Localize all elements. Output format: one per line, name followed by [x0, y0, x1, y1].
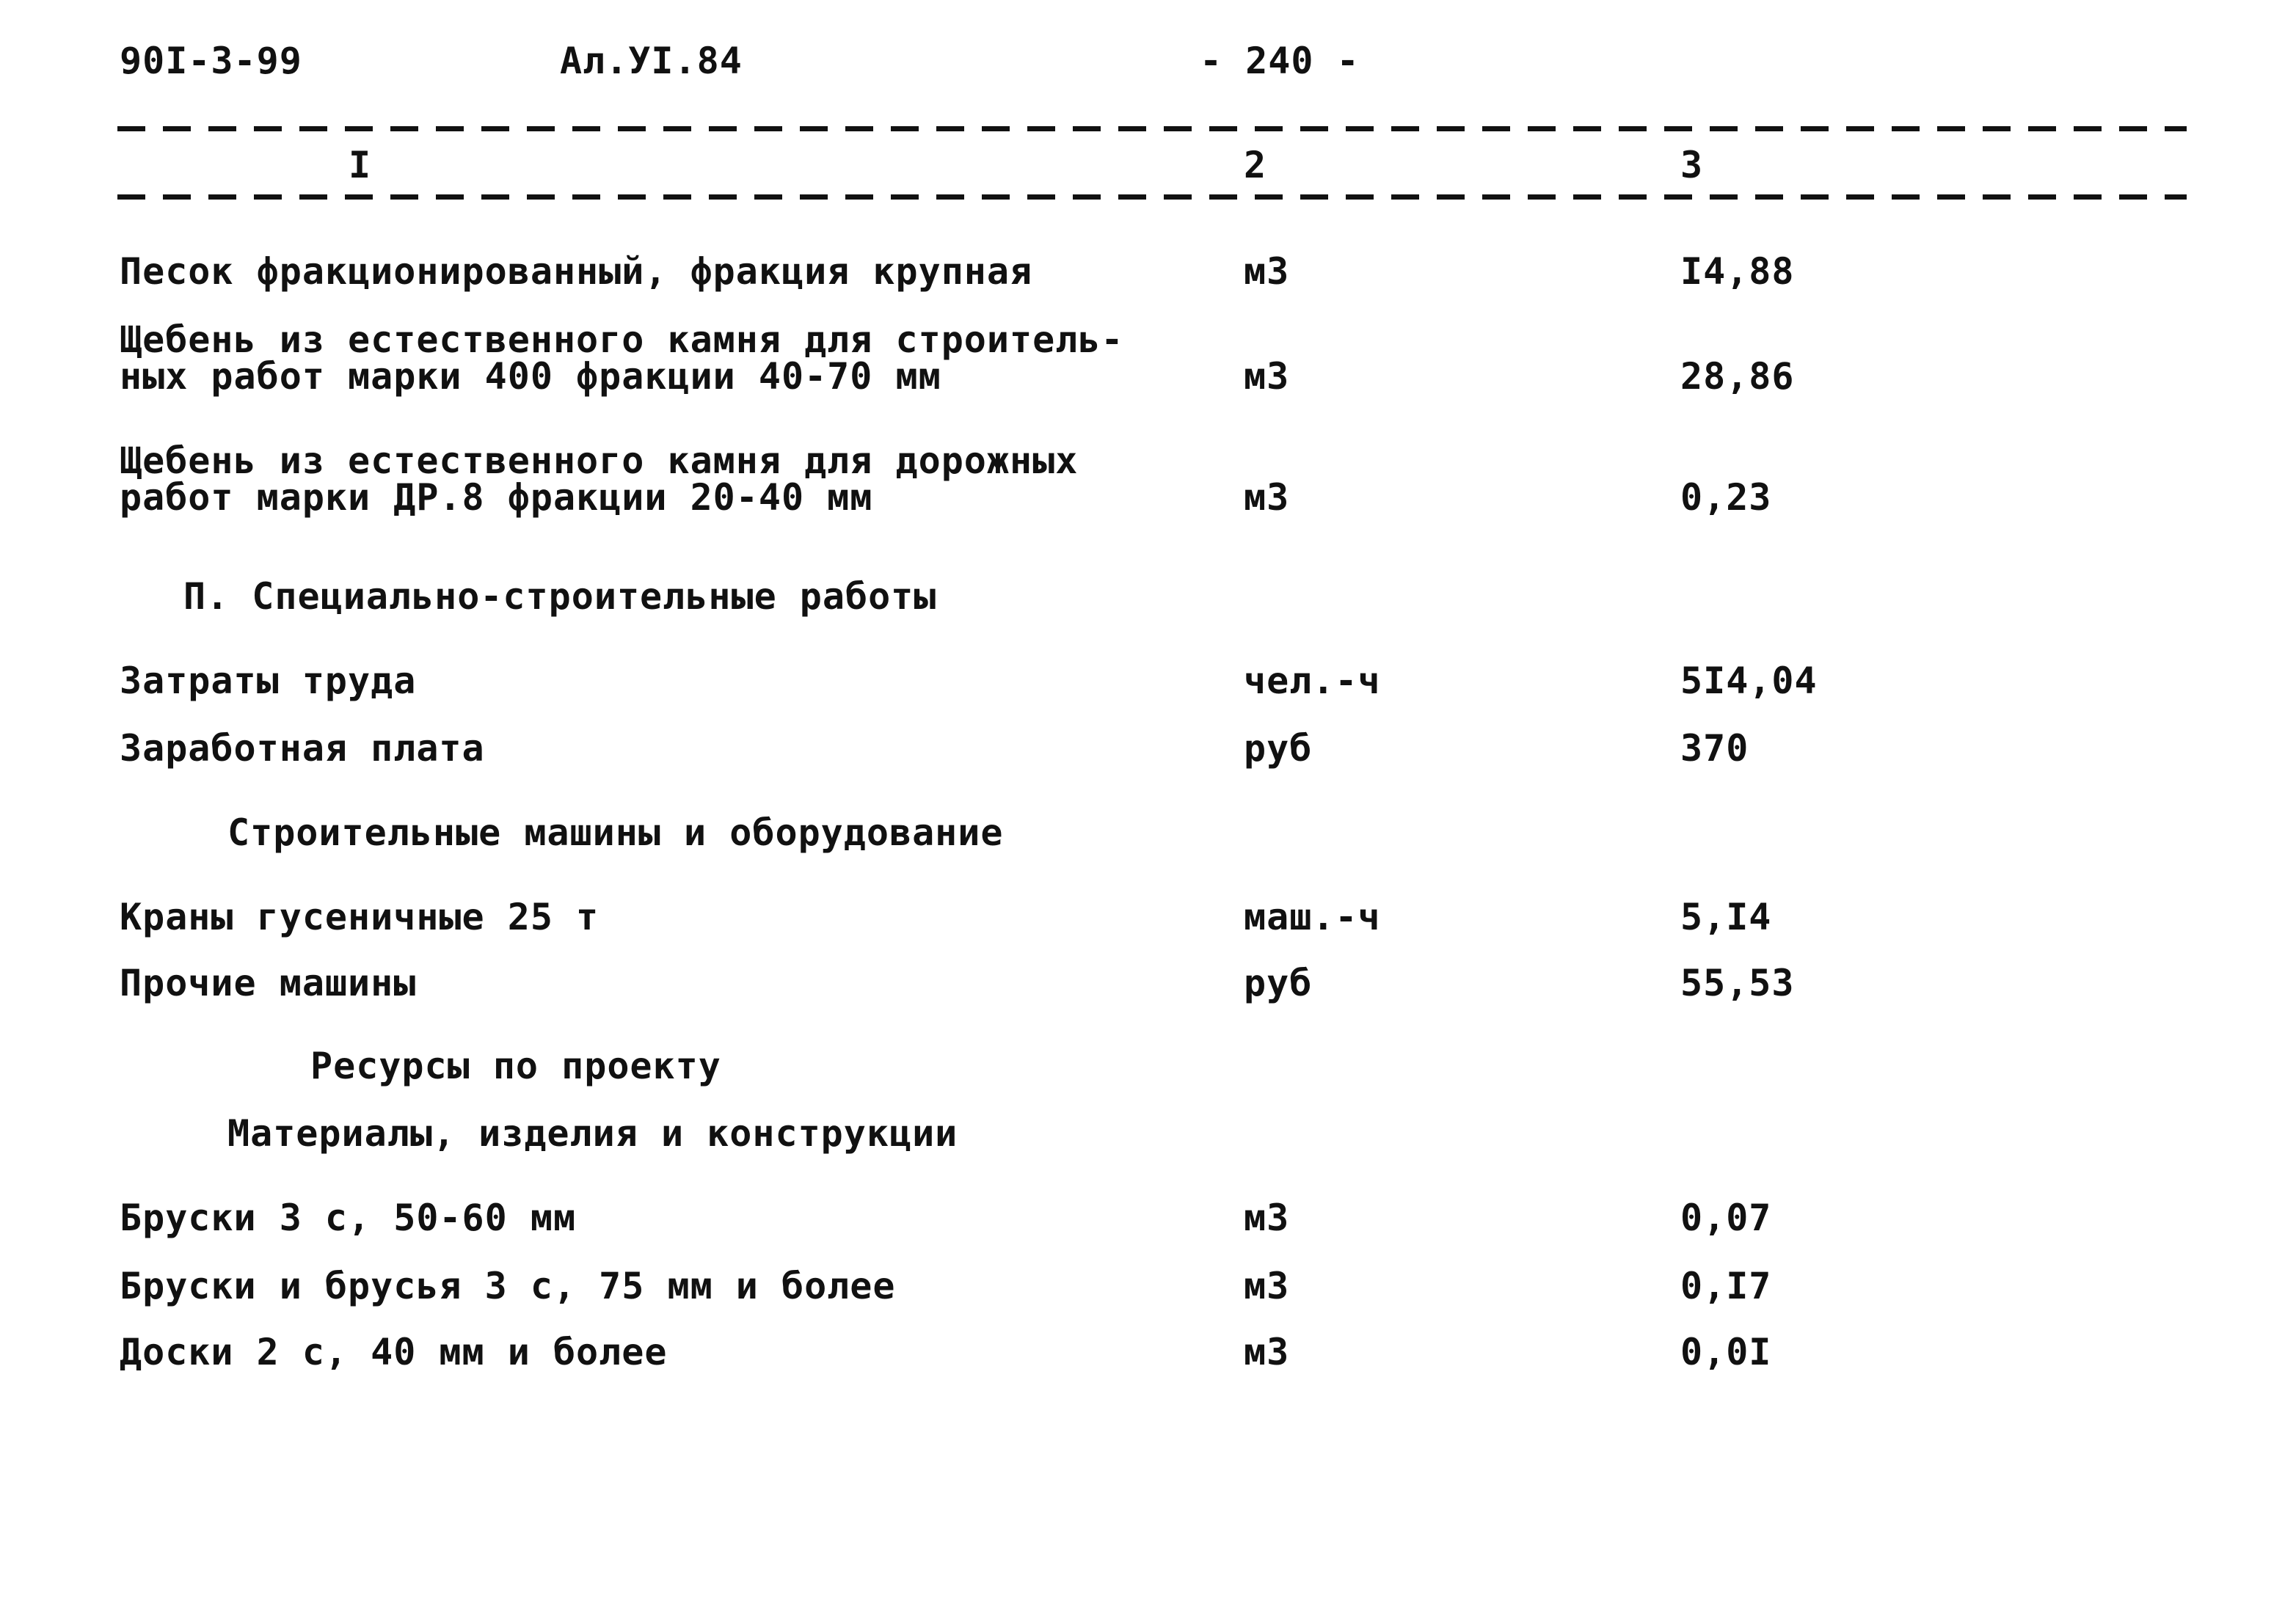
row-unit: м3 — [1244, 476, 1290, 519]
row-name: Бруски и брусья 3 с, 75 мм и более — [120, 1265, 896, 1307]
row-name: Доски 2 с, 40 мм и более — [120, 1331, 668, 1373]
row-value: 0,23 — [1680, 476, 1772, 519]
subsection-heading: Материалы, изделия и конструкции — [227, 1112, 958, 1155]
row-value: 370 — [1680, 727, 1749, 770]
row-name: Песок фракционированный, фракция крупная — [120, 250, 1033, 293]
row-value: 0,I7 — [1680, 1265, 1772, 1307]
row-value: I4,88 — [1680, 250, 1795, 293]
row-unit: руб — [1244, 727, 1313, 770]
row-unit: м3 — [1244, 355, 1290, 398]
row-name: Краны гусеничные 25 т — [120, 896, 599, 938]
row-unit: м3 — [1244, 250, 1290, 293]
page-number: - 240 - — [1200, 40, 1360, 82]
column-header-1: I — [349, 144, 372, 186]
row-value: 28,86 — [1680, 355, 1795, 398]
row-name-line2: работ марки ДР.8 фракции 20-40 мм — [120, 476, 873, 519]
album-number: Ал.УI.84 — [560, 40, 743, 82]
document-code: 90I-3-99 — [120, 40, 302, 82]
row-name: Заработная плата — [120, 727, 485, 770]
row-value: 5I4,04 — [1680, 660, 1818, 702]
row-unit: м3 — [1244, 1265, 1290, 1307]
row-name: Прочие машины — [120, 962, 417, 1004]
header-top-rule — [117, 126, 2187, 131]
header-bottom-rule — [117, 194, 2187, 200]
row-value: 55,53 — [1680, 962, 1795, 1004]
row-name-line2: ных работ марки 400 фракции 40-70 мм — [120, 355, 941, 398]
row-name-line1: Щебень из естественного камня для строитель- — [120, 318, 1124, 361]
row-value: 5,I4 — [1680, 896, 1772, 938]
row-unit: м3 — [1244, 1197, 1290, 1239]
row-name: Затраты труда — [120, 660, 417, 702]
row-unit: маш.-ч — [1244, 896, 1381, 938]
row-name-line1: Щебень из естественного камня для дорожных — [120, 439, 1079, 482]
row-value: 0,0I — [1680, 1331, 1772, 1373]
row-unit: чел.-ч — [1244, 660, 1381, 702]
subsection-heading: Строительные машины и оборудование — [227, 811, 1004, 854]
row-unit: руб — [1244, 962, 1313, 1004]
row-value: 0,07 — [1680, 1197, 1772, 1239]
section-heading: П. Специально-строительные работы — [183, 575, 937, 618]
row-unit: м3 — [1244, 1331, 1290, 1373]
row-name: Бруски 3 с, 50-60 мм — [120, 1197, 577, 1239]
section-heading: Ресурсы по проекту — [310, 1045, 721, 1087]
column-header-2: 2 — [1244, 144, 1267, 186]
column-header-3: 3 — [1680, 144, 1704, 186]
